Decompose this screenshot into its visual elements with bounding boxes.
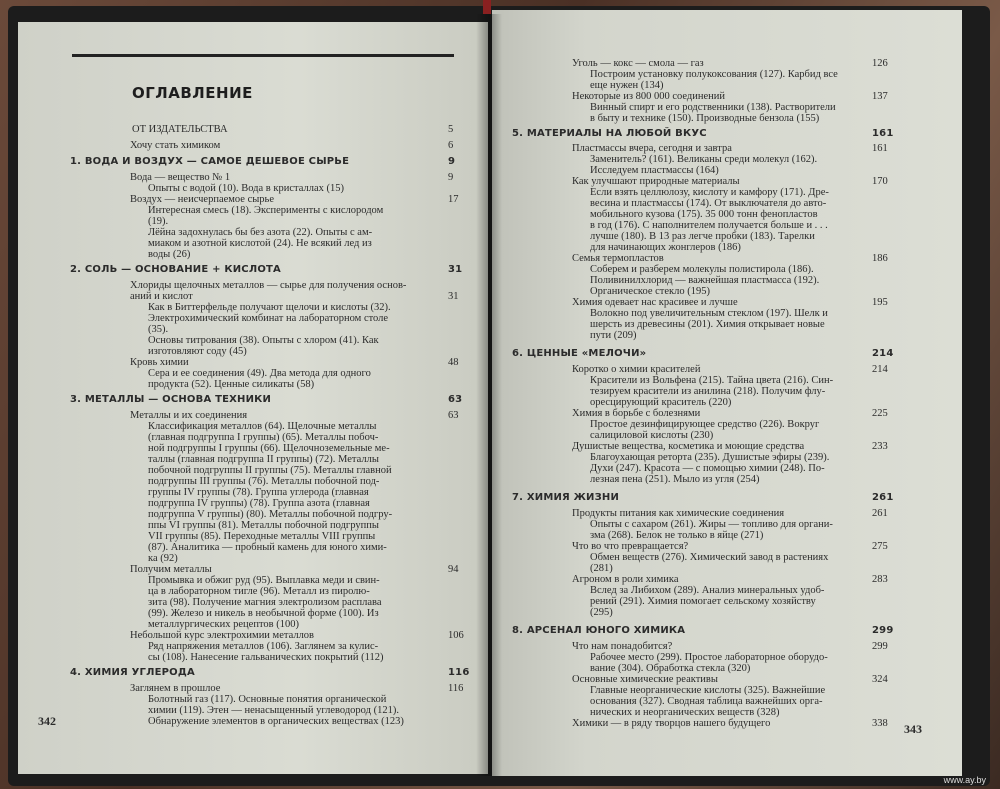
toc-entry-text: Семья термопластов — [572, 253, 664, 264]
toc-entry-text: Заглянем в прошлое — [130, 683, 221, 694]
toc-entry-text: 3. МЕТАЛЛЫ — ОСНОВА ТЕХНИКИ — [70, 394, 272, 405]
section-heading — [70, 156, 468, 168]
toc-entry-text: Ряд напряжения металлов (106). Заглянем за кулис- — [148, 641, 379, 652]
toc-entry — [148, 652, 468, 664]
toc-entry-text: изготовляют соду (45) — [148, 346, 247, 357]
toc-entry-page: 214 — [872, 364, 888, 375]
toc-entry-page: 275 — [872, 541, 888, 552]
toc-entry-text: Сера и ее соединения (49). Два метода для одного — [148, 368, 371, 379]
toc-entry-text: Что во что превращается? — [572, 541, 689, 552]
toc-entry-text: Душистые вещества, косметика и моющие средства — [572, 441, 805, 452]
toc-entry-text: Химия в борьбе с болезнями — [572, 408, 701, 419]
toc-entry-text: Лёйна задохнулась бы без азота (22). Опыты с ам- — [148, 227, 373, 238]
toc-entry-text: Вслед за Либихом (289). Анализ минеральных удоб- — [590, 585, 825, 596]
toc-entry-text: миаком и азотной кислотой (24). Не всякий лед из — [148, 238, 372, 249]
toc-entry-text: химии (119). Этен — ненасыщенный углеводород (121). — [148, 705, 399, 716]
section-heading — [512, 492, 892, 504]
toc-entry — [590, 607, 892, 619]
toc-entry-text: Пластмассы вчера, сегодня и завтра — [572, 143, 732, 154]
toc-entry-page: 161 — [872, 128, 894, 139]
toc-entry-text: Получим металлы — [130, 564, 212, 575]
toc-entry-text: побочной подгруппы II группы (75). Металлы главной — [148, 465, 392, 476]
toc-entry-text: лучше (180). В 13 раз легче пробки (183). Тарелки — [590, 231, 815, 242]
toc-entry-page: 299 — [872, 641, 888, 652]
page-title: ОГЛАВЛЕНИЕ — [132, 84, 253, 102]
toc-entry-text: Промывка и обжиг руд (95). Выплавка меди и свин- — [148, 575, 380, 586]
toc-entry — [132, 124, 468, 136]
section-heading — [512, 625, 892, 637]
toc-entry-text: в год (176). С наполнителем получается больше и . . . — [590, 220, 828, 231]
toc-entry-text: весина и пластмассы (174). От выключателя до авто- — [590, 198, 827, 209]
toc-entry-page: 9 — [448, 156, 456, 167]
toc-entry-page: 31 — [448, 264, 463, 275]
toc-entry-text: Хлориды щелочных металлов — сырье для получения основ- — [130, 280, 407, 291]
toc-entry-text: шерсть из древесины (201). Химия открывает новые — [590, 319, 825, 330]
toc-entry-page: 116 — [448, 667, 470, 678]
toc-entry — [572, 718, 892, 730]
toc-entry-text: Химия одевает нас красивее и лучше — [572, 297, 738, 308]
toc-entry-text: подгруппы III группы (76). Металлы побочной под- — [148, 476, 380, 487]
toc-entry-text: Поливинилхлорид — важнейшая пластмасса (192). — [590, 275, 820, 286]
toc-entry-page: 324 — [872, 674, 888, 685]
watermark: www.ay.by — [943, 775, 986, 785]
toc-entry-text: Если взять целлюлозу, кислоту и камфору (171). Дре- — [590, 187, 829, 198]
toc-entry-text: рений (291). Химия помогает сельскому хозяйству — [590, 596, 816, 607]
toc-entry-text: Электрохимический комбинат на лабораторном столе — [148, 313, 389, 324]
toc-entry — [590, 113, 892, 125]
toc-entry-text: мобильного кузова (175). 35 000 тонн фенопластов — [590, 209, 818, 220]
toc-entry-text: Кровь химии — [130, 357, 189, 368]
toc-entry-text: 7. ХИМИЯ ЖИЗНИ — [512, 492, 620, 503]
toc-entry-page: 9 — [448, 172, 454, 183]
toc-entry-text: Построим установку полукоксования (127). Карбид все — [590, 69, 838, 80]
toc-entry-text: Волокно под увеличительным стеклом (197). Шелк и — [590, 308, 828, 319]
toc-entry-text: продукта (52). Ценные силикаты (58) — [148, 379, 315, 390]
section-heading — [70, 667, 468, 679]
toc-entry-text: ной подгруппы I группы (66). Щелочноземельные ме- — [148, 443, 390, 454]
book-gutter — [476, 14, 502, 776]
section-heading — [512, 348, 892, 360]
toc-entry-text: сы (108). Нанесение гальванических покрытий (112) — [148, 652, 384, 663]
toc-entry-text: Вода — вещество № 1 — [130, 172, 231, 183]
toc-entry-text: Органическое стекло (195) — [590, 286, 711, 297]
toc-entry-page: 214 — [872, 348, 894, 359]
toc-entry-text: (99). Железо и никель в необычной форме (100). Из — [148, 608, 379, 619]
toc-entry — [590, 474, 892, 486]
toc-entry-page: 106 — [448, 630, 464, 641]
toc-entry-text: салициловой кислоты (230) — [590, 430, 714, 441]
toc-entry-page: 195 — [872, 297, 888, 308]
toc-entry-text: Металлы и их соединения — [130, 410, 248, 421]
toc-entry-text: пути (209) — [590, 330, 637, 341]
toc-entry-text: еще нужен (134) — [590, 80, 664, 91]
toc-entry-text: ца в лабораторном тигле (96). Металл из пиролю- — [148, 586, 370, 597]
toc-entry-page: 63 — [448, 410, 459, 421]
section-heading — [70, 394, 468, 406]
toc-entry-text: в быту и технике (150). Производные бензола (155) — [590, 113, 820, 124]
toc-entry-page: 137 — [872, 91, 888, 102]
toc-entry-text: Опыты с сахаром (261). Жиры — топливо для органи- — [590, 519, 833, 530]
toc-entry-text: (35). — [148, 324, 169, 335]
toc-entry-text: аний и кислот — [130, 291, 193, 302]
toc-entry-text: подгруппа V группы) (80). Металлы побочной подгру- — [148, 509, 393, 520]
toc-entry-text: таллы (главная подгруппа II группы) (72). Металлы — [148, 454, 379, 465]
toc-entry-text: воды (26) — [148, 249, 191, 260]
toc-entry-text: VII группы (85). Переходные металлы VIII группы — [148, 531, 376, 542]
toc-entry-text: Химики — в ряду творцов нашего будущего — [572, 718, 771, 729]
toc-entry-text: Некоторые из 800 000 соединений — [572, 91, 726, 102]
toc-entry-page: 338 — [872, 718, 888, 729]
toc-entry-text: подгруппа IV группы) (78). Группа азота (главная — [148, 498, 370, 509]
toc-entry-text: нических и неорганических веществ (328) — [590, 707, 780, 718]
toc-entry-text: для начинающих жонглеров (186) — [590, 242, 741, 253]
toc-entry-text: ппы VI группы (81). Металлы побочной подгруппы — [148, 520, 379, 531]
toc-entry-text: Главные неорганические кислоты (325). Важнейшие — [590, 685, 826, 696]
toc-entry-text: (главная подгруппа I группы) (65). Металлы побоч- — [148, 432, 379, 443]
toc-entry-text: (19). — [148, 216, 169, 227]
toc-entry-text: 5. МАТЕРИАЛЫ НА ЛЮБОЙ ВКУС — [512, 128, 707, 139]
toc-entry-text: Продукты питания как химические соединения — [572, 508, 785, 519]
section-heading — [70, 264, 468, 276]
toc-entry-page: 31 — [448, 291, 459, 302]
toc-entry-text: Исследуем пластмассы (164) — [590, 165, 719, 176]
toc-entry-page: 48 — [448, 357, 459, 368]
toc-entry-text: тезируем красители из анилина (218). Получим флу- — [590, 386, 826, 397]
toc-entry-text: лезная пена (251). Мыло из угля (254) — [590, 474, 760, 485]
toc-entry-text: группы IV группы (78). Группа углерода (главная — [148, 487, 369, 498]
toc-entry-page: 283 — [872, 574, 888, 585]
toc-entry-text: Классификация металлов (64). Щелочные металлы — [148, 421, 377, 432]
toc-entry-page: 170 — [872, 176, 888, 187]
toc-entry — [148, 716, 468, 728]
toc-entry-text: Рабочее место (299). Простое лабораторное оборудо- — [590, 652, 828, 663]
toc-entry-text: вание (304). Обработка стекла (320) — [590, 663, 751, 674]
toc-entry-text: 1. ВОДА И ВОЗДУХ — САМОЕ ДЕШЕВОЕ СЫРЬЕ — [70, 156, 350, 167]
toc-entry-text: 8. АРСЕНАЛ ЮНОГО ХИМИКА — [512, 625, 686, 636]
toc-entry-text: 2. СОЛЬ — ОСНОВАНИЕ + КИСЛОТА — [70, 264, 282, 275]
toc-entry-text: Духи (247). Красота — с помощью химии (248). По- — [590, 463, 825, 474]
toc-entry-text: Соберем и разберем молекулы полистирола (186). — [590, 264, 814, 275]
toc-entry-text: зма (268). Белок не только в яйце (271) — [590, 530, 764, 541]
toc-entry-text: Воздух — неисчерпаемое сырье — [130, 194, 275, 205]
heading-rule — [72, 54, 454, 57]
toc-entry-page: 261 — [872, 508, 888, 519]
toc-entry-text: Коротко о химии красителей — [572, 364, 701, 375]
toc-entry-text: (87). Аналитика — пробный камень для юного хими- — [148, 542, 387, 553]
toc-entry-text: Благоухающая реторта (235). Душистые эфиры (239). — [590, 452, 830, 463]
toc-entry-text: Что нам понадобится? — [572, 641, 673, 652]
toc-entry-page: 6 — [448, 140, 454, 151]
toc-entry-page: 63 — [448, 394, 463, 405]
left-page-number: 342 — [38, 714, 56, 728]
toc-entry-text: металлургических рецептов (100) — [148, 619, 299, 630]
section-heading — [512, 128, 892, 140]
toc-entry-text: Основные химические реактивы — [572, 674, 718, 685]
toc-entry-text: Опыты с водой (10). Вода в кристаллах (15) — [148, 183, 344, 194]
toc-entry-page: 94 — [448, 564, 459, 575]
right-page-number: 343 — [904, 722, 922, 736]
toc-entry-text: зита (98). Получение магния электролизом расплава — [148, 597, 382, 608]
toc-entry-text: Простое дезинфицирующее средство (226). Вокруг — [590, 419, 820, 430]
bookmark-ribbon — [483, 0, 491, 14]
toc-entry-page: 126 — [872, 58, 888, 69]
toc-entry-page: 186 — [872, 253, 888, 264]
toc-entry — [590, 330, 892, 342]
toc-entry-page: 17 — [448, 194, 459, 205]
toc-entry — [130, 140, 468, 152]
toc-entry-text: Хочу стать химиком — [130, 140, 221, 151]
toc-entry-text: Уголь — кокс — смола — газ — [572, 58, 704, 69]
toc-entry-page: 233 — [872, 441, 888, 452]
toc-entry-text: (281) — [590, 563, 613, 574]
toc-entry-text: Агроном в роли химика — [572, 574, 679, 585]
toc-entry-text: Небольшой курс электрохимии металлов — [130, 630, 315, 641]
toc-entry-text: Как улучшают природные материалы — [572, 176, 740, 187]
toc-entry — [148, 379, 468, 391]
toc-entry-text: 6. ЦЕННЫЕ «МЕЛОЧИ» — [512, 348, 647, 359]
toc-entry-page: 161 — [872, 143, 888, 154]
toc-entry-text: Как в Биттерфельде получают щелочи и кислоты (32). — [148, 302, 391, 313]
toc-entry-text: 4. ХИМИЯ УГЛЕРОДА — [70, 667, 195, 678]
toc-entry — [148, 249, 468, 261]
toc-entry-text: основания (327). Сводная таблица важнейших орга- — [590, 696, 823, 707]
toc-entry-page: 261 — [872, 492, 894, 503]
toc-entry-text: Болотный газ (117). Основные понятия органической — [148, 694, 387, 705]
toc-entry-page: 299 — [872, 625, 894, 636]
toc-entry-text: Заменитель? (161). Великаны среди молекул (162). — [590, 154, 818, 165]
toc-entry-page: 5 — [448, 124, 454, 135]
toc-entry-text: Винный спирт и его родственники (138). Растворители — [590, 102, 836, 113]
toc-entry-text: ка (92) — [148, 553, 178, 564]
toc-entry-text: Обнаружение элементов в органических веществах (123) — [148, 716, 404, 727]
toc-entry-text: (295) — [590, 607, 613, 618]
toc-entry-text: Красители из Вольфена (215). Тайна цвета (216). Син- — [590, 375, 834, 386]
toc-entry-page: 225 — [872, 408, 888, 419]
toc-entry-text: Обмен веществ (276). Химический завод в растениях — [590, 552, 829, 563]
toc-entry-text: оресцирующий краситель (220) — [590, 397, 732, 408]
toc-entry-text: ОТ ИЗДАТЕЛЬСТВА — [132, 124, 228, 135]
toc-entry-page: 116 — [448, 683, 464, 694]
toc-entry-text: Основы титрования (38). Опыты с хлором (41). Как — [148, 335, 379, 346]
toc-entry-text: Интересная смесь (18). Эксперименты с кислородом — [148, 205, 384, 216]
